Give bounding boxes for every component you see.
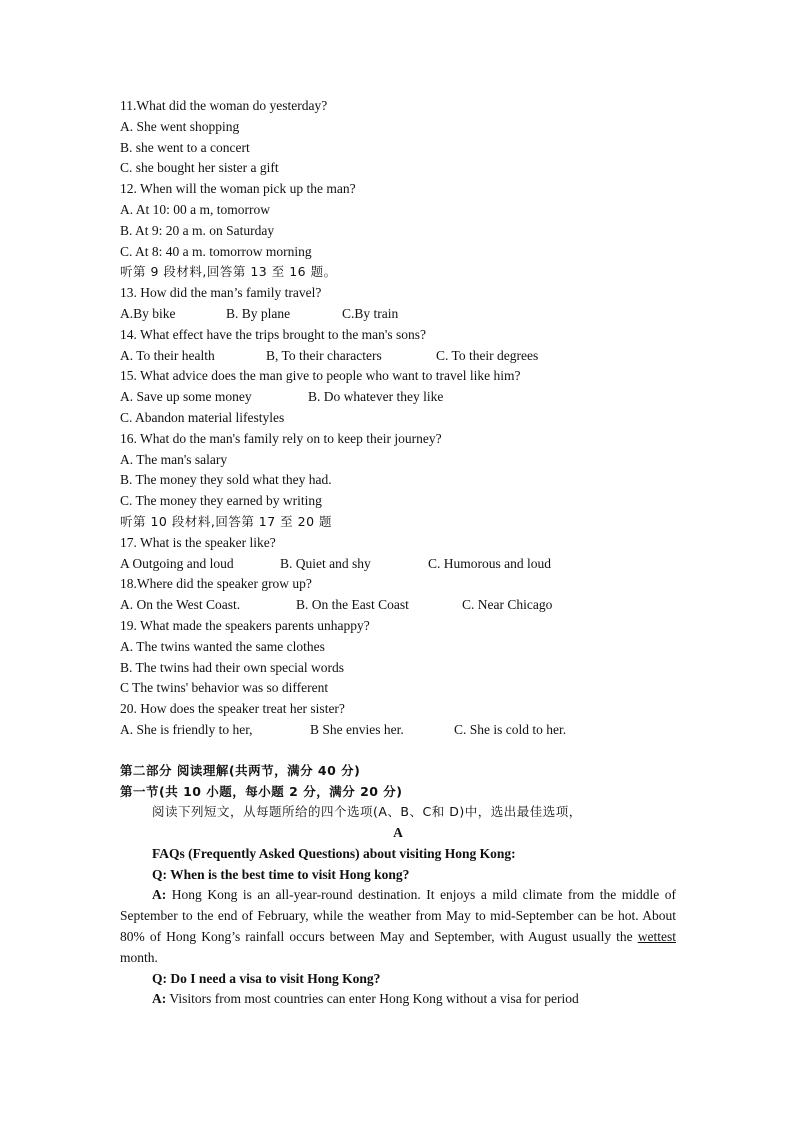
option-16-b: B. The money they sold what they had. (120, 472, 332, 488)
options-17 (120, 554, 676, 575)
underlined-word: wettest (637, 929, 676, 945)
section-9-instruction: 听第 9 段材料,回答第 13 至 16 题。 (120, 264, 337, 280)
part-2-instruction: 阅读下列短文，从每题所给的四个选项(A、B、C和 D)中，选出最佳选项， (152, 804, 582, 820)
option-11-c: C. she bought her sister a gift (120, 160, 279, 176)
faq-2-answer-text: Visitors from most countries can enter Hong Kong without a visa for period (166, 991, 579, 1007)
question-19: 19. What made the speakers parents unhappy? (120, 617, 370, 633)
option-17-c: C. Humorous and loud (428, 555, 551, 571)
option-15-b: B. Do whatever they like (308, 389, 444, 405)
faq-1-answer (120, 885, 676, 968)
option-20-c: C. She is cold to her. (454, 721, 567, 737)
option-13-b: B. By plane (226, 305, 291, 321)
options-13 (120, 304, 676, 325)
option-15-a: A. Save up some money (120, 389, 252, 405)
faq-1-answer-text: Hong Kong is an all-year-round destination. It enjoys a mild climate from the middle of September to the end of February, while the weather from May to mid-September can be hot. About 80% of Hong Kong’s rainfall occurs between May and September, with August usually the (120, 887, 676, 945)
option-17-b: B. Quiet and shy (280, 555, 371, 571)
option-13-c: C.By train (342, 305, 399, 321)
option-14-a: A. To their health (120, 347, 215, 363)
option-18-a: A. On the West Coast. (120, 597, 241, 613)
option-11-b: B. she went to a concert (120, 139, 250, 155)
question-18: 18.Where did the speaker grow up? (120, 576, 312, 592)
question-13: 13. How did the man’s family travel? (120, 285, 322, 301)
option-20-a: A. She is friendly to her, (120, 721, 253, 737)
answer-label: A: (152, 991, 167, 1007)
question-15: 15. What advice does the man give to people who want to travel like him? (120, 368, 521, 384)
option-19-b: B. The twins had their own special words (120, 659, 344, 675)
options-20 (120, 720, 676, 741)
option-18-b: B. On the East Coast (296, 597, 409, 613)
option-13-a: A.By bike (120, 305, 176, 321)
question-12: 12. When will the woman pick up the man? (120, 181, 356, 197)
faq-2-answer (120, 989, 676, 1010)
faq-title: FAQs (Frequently Asked Questions) about visiting Hong Kong: (152, 845, 516, 861)
option-12-c: C. At 8: 40 a m. tomorrow morning (120, 243, 312, 259)
question-17: 17. What is the speaker like? (120, 534, 276, 550)
question-14: 14. What effect have the trips brought to the man's sons? (120, 326, 426, 342)
option-18-c: C. Near Chicago (462, 597, 553, 613)
option-15-c: C. Abandon material lifestyles (120, 409, 285, 425)
exam-page (120, 96, 676, 1010)
option-16-a: A. The man's salary (120, 451, 228, 467)
part-2-title: 第二部分 阅读理解(共两节，满分 40 分) (120, 762, 361, 778)
question-11: 11.What did the woman do yesterday? (120, 98, 328, 113)
options-14 (120, 346, 676, 367)
option-19-a: A. The twins wanted the same clothes (120, 638, 325, 654)
options-15 (120, 387, 676, 408)
question-20: 20. How does the speaker treat her sister? (120, 701, 345, 717)
options-18 (120, 595, 676, 616)
faq-1-question: Q: When is the best time to visit Hong kong? (152, 866, 410, 882)
question-16: 16. What do the man's family rely on to keep their journey? (120, 430, 442, 446)
passage-letter: A (393, 825, 403, 841)
option-11-a: A. She went shopping (120, 118, 240, 134)
option-19-c: C The twins' behavior was so different (120, 680, 329, 696)
faq-2-question: Q: Do I need a visa to visit Hong Kong? (152, 970, 381, 986)
option-14-c: C. To their degrees (436, 347, 539, 363)
option-20-b: B She envies her. (310, 721, 404, 737)
part-2-section-1: 第一节(共 10 小题，每小题 2 分，满分 20 分) (120, 783, 403, 799)
option-12-b: B. At 9: 20 a m. on Saturday (120, 222, 275, 238)
spacer (120, 741, 676, 761)
faq-1-answer-end: month. (120, 949, 158, 965)
answer-label: A: (152, 887, 167, 903)
option-17-a: A Outgoing and loud (120, 555, 234, 571)
option-12-a: A. At 10: 00 a m, tomorrow (120, 201, 270, 217)
option-16-c: C. The money they earned by writing (120, 493, 322, 509)
section-10-instruction: 听第 10 段材料,回答第 17 至 20 题 (120, 513, 333, 529)
option-14-b: B, To their characters (266, 347, 382, 363)
